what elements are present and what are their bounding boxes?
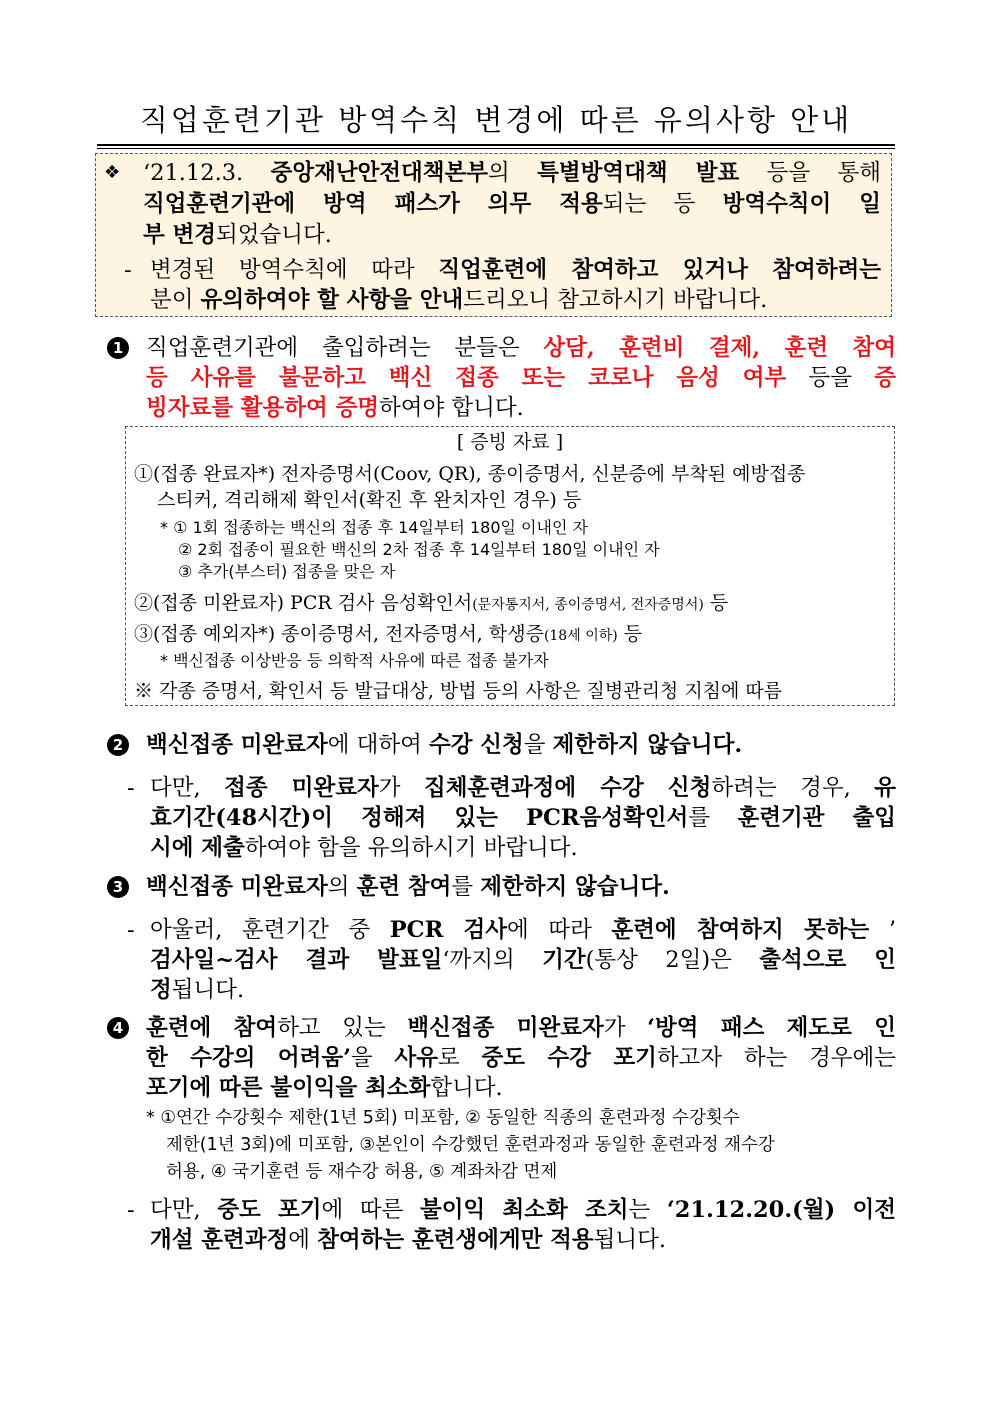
intro-line-3: 부 변경되었습니다. [143,222,332,248]
intro-line-4: 변경된 방역수칙에 따라 직업훈련에 참여하고 있거나 참여하려는 [150,257,881,283]
section2-line-4: 시에 제출하여야 함을 유의하시기 바랍니다. [150,835,578,861]
evidence-footnote: ※ 각종 증명서, 확인서 등 발급대상, 방법 등의 사항은 질병관리청 지침에 따름 [134,680,783,702]
section4-note-2: 제한(1년 3회)에 미포함, ③본인이 수강했던 훈련과정과 동일한 훈련과정 재수강 [166,1135,775,1155]
section1-line-3: 빙자료를 활용하여 증명하여야 합니다. [146,395,524,421]
section2-dash: - [127,775,135,801]
evidence-sub-2: ② 2회 접종이 필요한 백신의 2차 접종 후 14일부터 180일 이내인 자 [178,540,660,559]
evidence-heading: [ 증빙 자료 ] [456,431,564,453]
number-2-icon: 2 [107,734,129,756]
title-underline-thin [97,148,895,149]
diamond-bullet-icon: ❖ [104,162,121,183]
intro-dash: - [124,257,132,283]
page-title: 직업훈련기관 방역수칙 변경에 따른 유의사항 안내 [139,103,853,137]
evidence-item-3: ③(접종 예외자*) 종이증명서, 전자증명서, 학생증(18세 이하) 등 [134,623,643,645]
section4-line-2: 한 수강의 어려움’을 사유로 중도 수강 포기하고자 하는 경우에는 [146,1045,897,1071]
section4-dash: - [127,1197,135,1223]
section3-dash: - [127,917,135,943]
section4-note-3: 허용, ④ 국기훈련 등 재수강 허용, ⑤ 계좌차감 면제 [166,1162,558,1182]
evidence-sub-4: * 백신접종 이상반응 등 의학적 사유에 따른 접종 불가자 [160,651,549,670]
section2-line-2: 다만, 접종 미완료자가 집체훈련과정에 수강 신청하려는 경우, 유 [150,775,896,801]
intro-line-2: 직업훈련기관에 방역 패스가 의무 적용되는 등 방역수칙이 일 [143,191,882,217]
section3-line-4: 정됩니다. [150,977,245,1003]
number-1-icon: 1 [107,337,129,359]
section4-line-4: 다만, 중도 포기에 따른 불이익 최소화 조치는 ‘21.12.20.(월) 이전 [150,1197,896,1223]
section4-note-1: * ①연간 수강횟수 제한(1년 5회) 미포함, ② 동일한 직종의 훈련과정 수강횟수 [146,1108,740,1128]
intro-line-1: ‘21.12.3. 중앙재난안전대책본부의 특별방역대책 발표 등을 통해 [143,160,882,186]
section2-line-3: 효기간(48시간)이 정해져 있는 PCR음성확인서를 훈련기관 출입 [150,805,897,831]
number-3-icon: 3 [107,876,129,898]
number-4-icon: 4 [107,1017,129,1039]
section3-line-3: 검사일~검사 결과 발표일‘까지의 기간(통상 2일)은 출석으로 인 [150,947,897,973]
section4-line-3: 포기에 따른 불이익을 최소화합니다. [146,1075,503,1101]
section4-line-5: 개설 훈련과정에 참여하는 훈련생에게만 적용됩니다. [150,1227,666,1253]
section2-heading: 백신접종 미완료자에 대하여 수강 신청을 제한하지 않습니다. [146,732,743,758]
section4-line-1: 훈련에 참여하고 있는 백신접종 미완료자가 ‘방역 패스 제도로 인 [146,1015,897,1041]
evidence-item-2: ②(접종 미완료자) PCR 검사 음성확인서(문자통지서, 종이증명서, 전자증명서) 등 [134,592,729,614]
section3-heading: 백신접종 미완료자의 훈련 참여를 제한하지 않습니다. [146,874,670,900]
intro-line-5: 분이 유의하여야 할 사항을 안내드리오니 참고하시기 바랍니다. [150,287,768,313]
section1-line-2: 등 사유를 불문하고 백신 접종 또는 코로나 음성 여부 등을 증 [146,365,896,391]
section3-line-2: 아울러, 훈련기간 중 PCR 검사에 따라 훈련에 참여하지 못하는 ’ [150,917,896,943]
evidence-item-1: ①(접종 완료자*) 전자증명서(Coov, QR), 종이증명서, 신분증에 부착된 예방접종 [134,463,806,485]
evidence-item-1-cont: 스티커, 격리해제 확인서(확진 후 완치자인 경우) 등 [157,489,582,511]
evidence-sub-1: * ① 1회 접종하는 백신의 접종 후 14일부터 180일 이내인 자 [160,518,588,537]
title-underline [97,144,895,146]
section1-line-1: 직업훈련기관에 출입하려는 분들은 상담, 훈련비 결제, 훈련 참여 [146,335,897,361]
evidence-sub-3: ③ 추가(부스터) 접종을 맞은 자 [178,562,396,581]
